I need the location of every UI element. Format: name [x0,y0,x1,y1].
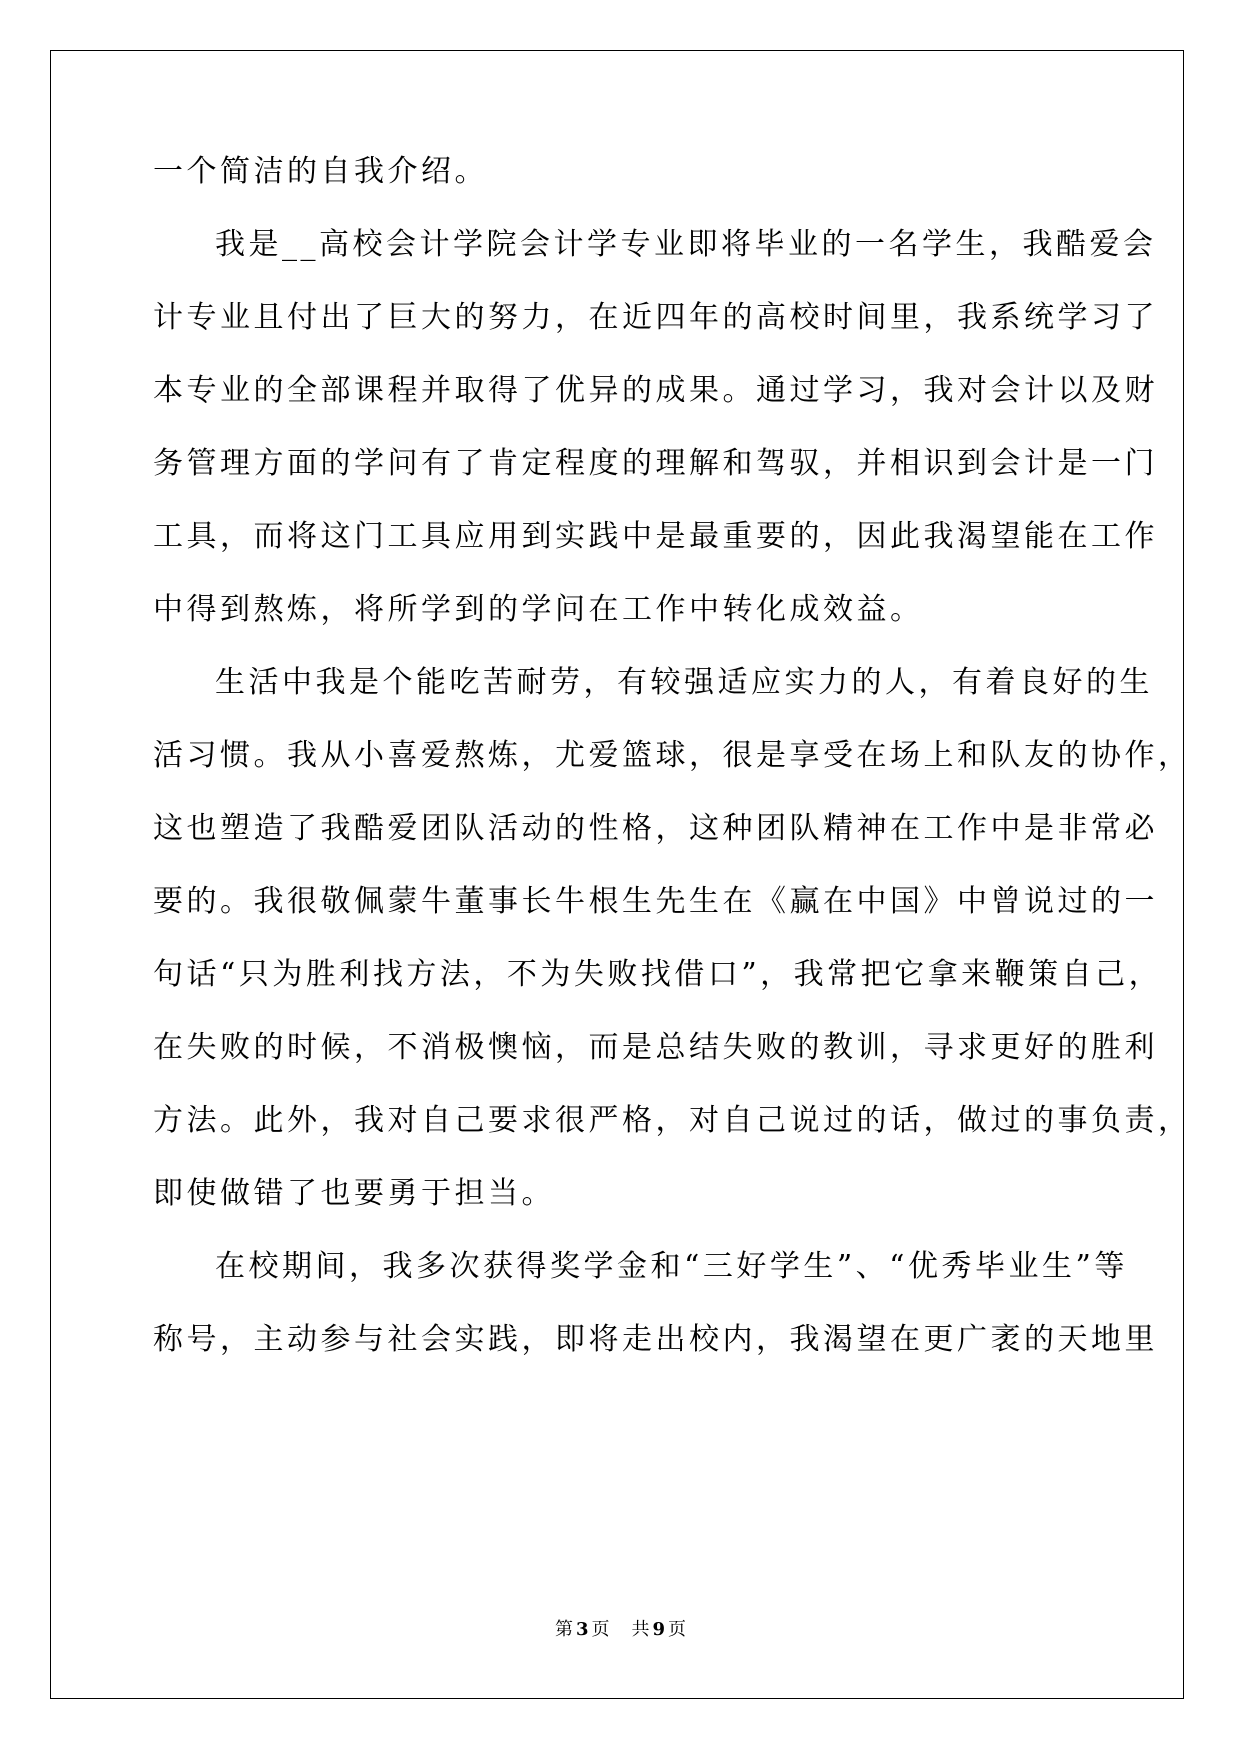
text-line: 工具，而将这门工具应用到实践中是最重要的，因此我渴望能在工作 [153,519,1158,554]
text-line: 一个简洁的自我介绍。 [153,154,488,189]
paragraph-first-line: 在校期间，我多次获得奖学金和“三好学生”、“优秀毕业生”等 [215,1249,1128,1284]
total-page-number: 9 [652,1619,666,1640]
text-line: 句话“只为胜利找方法，不为失败找借口”，我常把它拿来鞭策自己， [153,957,1163,992]
text-line: 务管理方面的学问有了肯定程度的理解和驾驭，并相识到会计是一门 [153,446,1158,481]
page-label-suffix: 页 [591,1619,610,1640]
text-line: 在失败的时候，不消极懊恼，而是总结失败的教训，寻求更好的胜利 [153,1030,1158,1065]
text-line: 称号，主动参与社会实践，即将走出校内，我渴望在更广袤的天地里 [153,1322,1158,1357]
text-line: 中得到熬炼，将所学到的学问在工作中转化成效益。 [153,592,924,627]
text-line: 活习惯。我从小喜爱熬炼，尤爱篮球，很是享受在场上和队友的协作， [153,738,1192,773]
text-line: 即使做错了也要勇于担当。 [153,1176,555,1211]
paragraph-first-line: 我是__高校会计学院会计学专业即将毕业的一名学生，我酷爱会 [215,227,1157,262]
text-line: 要的。我很敬佩蒙牛董事长牛根生先生在《赢在中国》中曾说过的一 [153,884,1158,919]
text-line: 这也塑造了我酷爱团队活动的性格，这种团队精神在工作中是非常必 [153,811,1158,846]
page-label-prefix: 第 [554,1619,573,1640]
text-line: 计专业且付出了巨大的努力，在近四年的高校时间里，我系统学习了 [153,300,1158,335]
total-label-suffix: 页 [668,1619,687,1640]
text-line: 本专业的全部课程并取得了优异的成果。通过学习，我对会计以及财 [153,373,1158,408]
total-label-prefix: 共 [631,1619,650,1640]
text-line: 方法。此外，我对自己要求很严格，对自己说过的话，做过的事负责， [153,1103,1192,1138]
paragraph-first-line: 生活中我是个能吃苦耐劳，有较强适应实力的人，有着良好的生 [215,665,1153,700]
page-footer [0,1618,1241,1642]
current-page-number: 3 [575,1619,589,1640]
